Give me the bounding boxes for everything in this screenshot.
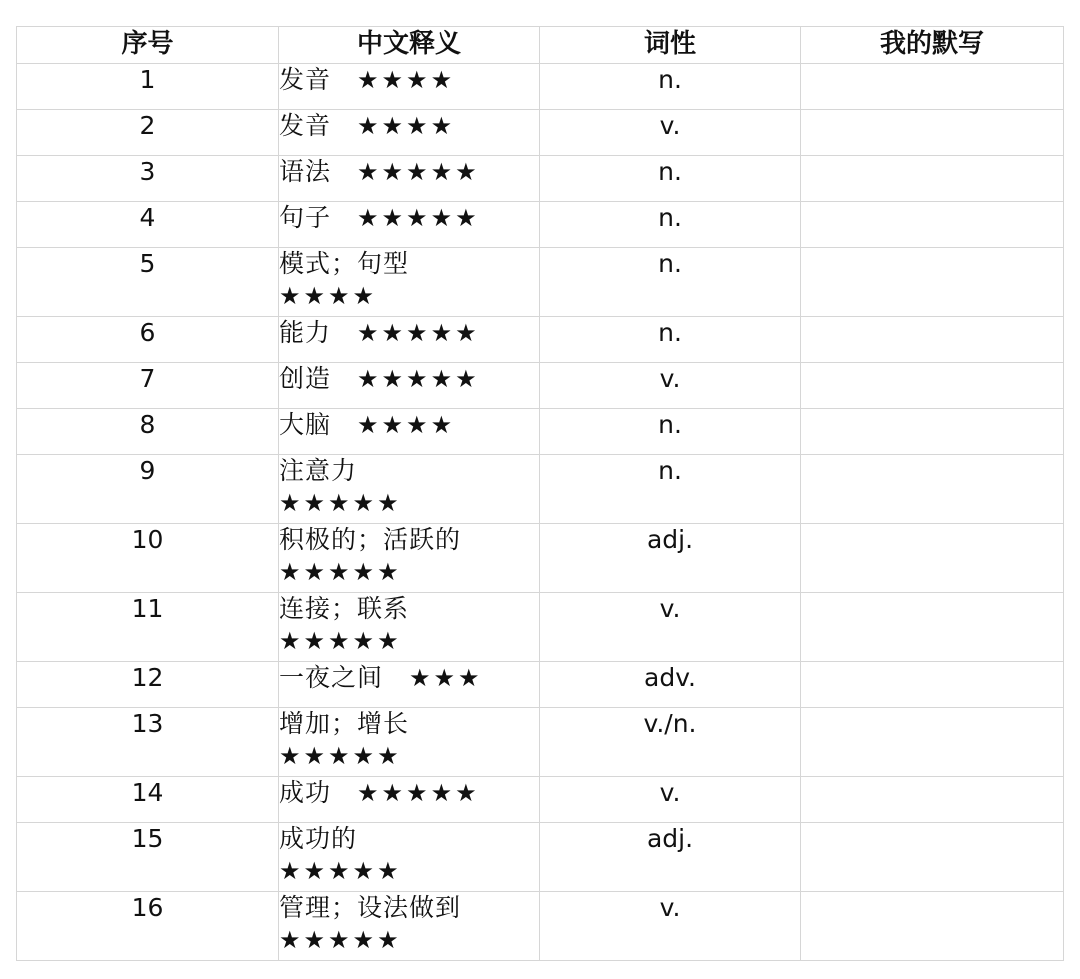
table-row [17, 64, 1064, 110]
row-meaning [279, 777, 540, 823]
vocabulary-table [16, 26, 1064, 961]
row-meaning [279, 593, 540, 662]
meaning-text: 成功 [279, 778, 332, 807]
table-row [17, 156, 1064, 202]
star-rating: ★★★★★ [279, 558, 402, 586]
dictation-cell[interactable] [801, 524, 1064, 593]
row-meaning [279, 363, 540, 409]
dictation-cell[interactable] [801, 777, 1064, 823]
row-index: 10 [17, 524, 279, 593]
table-row [17, 248, 1064, 317]
row-meaning [279, 708, 540, 777]
row-pos: n. [540, 455, 801, 524]
dictation-cell[interactable] [801, 156, 1064, 202]
row-index: 1 [17, 64, 279, 110]
meaning-text: 发音 [279, 111, 332, 140]
star-rating: ★★★★★ [357, 204, 480, 232]
row-index: 11 [17, 593, 279, 662]
row-pos: adv. [540, 662, 801, 708]
meaning-text: 语法 [279, 157, 332, 186]
dictation-cell[interactable] [801, 892, 1064, 961]
row-pos: adj. [540, 524, 801, 593]
row-pos: n. [540, 156, 801, 202]
row-index: 16 [17, 892, 279, 961]
row-pos: v. [540, 777, 801, 823]
table-row [17, 823, 1064, 892]
dictation-cell[interactable] [801, 363, 1064, 409]
star-rating: ★★★★★ [279, 857, 402, 885]
table-row [17, 110, 1064, 156]
table-row [17, 892, 1064, 961]
meaning-text: 成功的 [279, 824, 358, 853]
row-meaning [279, 892, 540, 961]
table-row [17, 524, 1064, 593]
table-row [17, 409, 1064, 455]
header-dictation: 我的默写 [801, 27, 1064, 64]
table-row [17, 455, 1064, 524]
row-pos: n. [540, 248, 801, 317]
star-rating: ★★★★★ [357, 158, 480, 186]
row-pos: n. [540, 64, 801, 110]
meaning-text: 发音 [279, 65, 332, 94]
table-row [17, 593, 1064, 662]
row-index: 14 [17, 777, 279, 823]
meaning-text: 能力 [279, 318, 332, 347]
row-meaning [279, 64, 540, 110]
star-rating: ★★★★★ [357, 319, 480, 347]
row-meaning [279, 409, 540, 455]
star-rating: ★★★★★ [279, 926, 402, 954]
star-rating: ★★★★★ [357, 365, 480, 393]
star-rating: ★★★★★ [279, 489, 402, 517]
row-pos: v. [540, 892, 801, 961]
row-meaning [279, 110, 540, 156]
row-index: 15 [17, 823, 279, 892]
row-meaning [279, 156, 540, 202]
meaning-text: 大脑 [279, 410, 332, 439]
row-index: 8 [17, 409, 279, 455]
row-meaning [279, 823, 540, 892]
row-pos: adj. [540, 823, 801, 892]
meaning-text: 一夜之间 [279, 663, 384, 692]
dictation-cell[interactable] [801, 409, 1064, 455]
table-row [17, 708, 1064, 777]
star-rating: ★★★★★ [279, 742, 402, 770]
row-index: 4 [17, 202, 279, 248]
dictation-cell[interactable] [801, 317, 1064, 363]
header-row [17, 27, 1064, 64]
star-rating: ★★★★ [357, 411, 456, 439]
row-index: 9 [17, 455, 279, 524]
row-index: 6 [17, 317, 279, 363]
dictation-cell[interactable] [801, 455, 1064, 524]
row-pos: n. [540, 317, 801, 363]
meaning-text: 增加；增长 [279, 709, 410, 738]
dictation-cell[interactable] [801, 64, 1064, 110]
star-rating: ★★★★ [357, 66, 456, 94]
row-index: 12 [17, 662, 279, 708]
row-meaning [279, 317, 540, 363]
row-meaning [279, 662, 540, 708]
star-rating: ★★★★★ [279, 627, 402, 655]
header-meaning: 中文释义 [279, 27, 540, 64]
table-row [17, 777, 1064, 823]
row-pos: v. [540, 110, 801, 156]
table-row [17, 202, 1064, 248]
row-index: 2 [17, 110, 279, 156]
row-pos: v. [540, 363, 801, 409]
row-index: 13 [17, 708, 279, 777]
dictation-cell[interactable] [801, 202, 1064, 248]
dictation-cell[interactable] [801, 110, 1064, 156]
row-index: 7 [17, 363, 279, 409]
meaning-text: 句子 [279, 203, 332, 232]
row-pos: n. [540, 409, 801, 455]
star-rating: ★★★★★ [357, 779, 480, 807]
header-index: 序号 [17, 27, 279, 64]
dictation-cell[interactable] [801, 593, 1064, 662]
row-pos: v./n. [540, 708, 801, 777]
table-row [17, 662, 1064, 708]
table-row [17, 317, 1064, 363]
dictation-cell[interactable] [801, 662, 1064, 708]
meaning-text: 注意力 [279, 456, 358, 485]
row-pos: v. [540, 593, 801, 662]
meaning-text: 管理；设法做到 [279, 893, 462, 922]
meaning-text: 积极的；活跃的 [279, 525, 462, 554]
star-rating: ★★★★ [357, 112, 456, 140]
meaning-text: 模式；句型 [279, 249, 410, 278]
star-rating: ★★★ [409, 664, 483, 692]
dictation-cell[interactable] [801, 708, 1064, 777]
dictation-cell[interactable] [801, 823, 1064, 892]
meaning-text: 连接；联系 [279, 594, 410, 623]
star-rating: ★★★★ [279, 282, 378, 310]
table-row [17, 363, 1064, 409]
meaning-text: 创造 [279, 364, 332, 393]
row-meaning [279, 455, 540, 524]
row-index: 3 [17, 156, 279, 202]
header-pos: 词性 [540, 27, 801, 64]
row-index: 5 [17, 248, 279, 317]
dictation-cell[interactable] [801, 248, 1064, 317]
row-meaning [279, 248, 540, 317]
row-meaning [279, 202, 540, 248]
row-pos: n. [540, 202, 801, 248]
row-meaning [279, 524, 540, 593]
